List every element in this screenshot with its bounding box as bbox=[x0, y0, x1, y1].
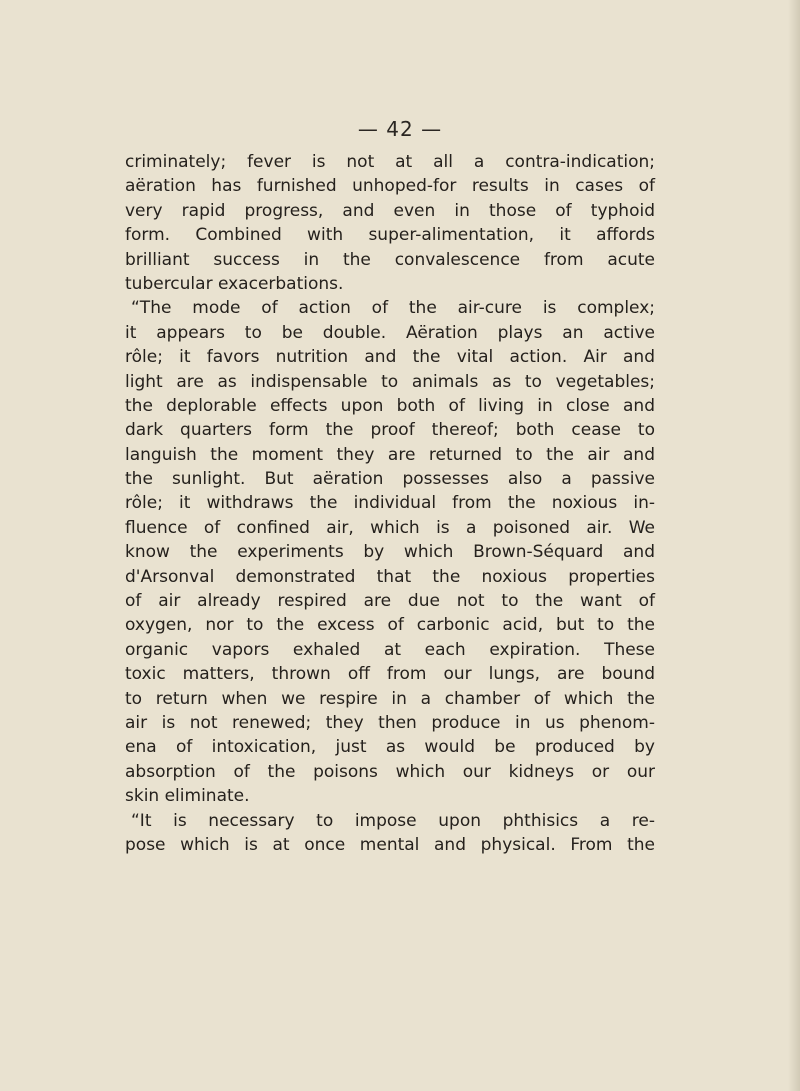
text-line: form. Combined with super-alimentation, it affords bbox=[125, 225, 655, 246]
text-line: rôle; it favors nutrition and the vital action. Air and bbox=[125, 347, 655, 368]
text-line: fluence of confined air, which is a poisoned air. We bbox=[125, 517, 655, 538]
text-line: air is not renewed; they then produce in us phenom- bbox=[125, 712, 655, 733]
text-line: “The mode of action of the air-cure is complex; bbox=[131, 298, 655, 319]
text-line: it appears to be double. Aëration plays an active bbox=[125, 322, 655, 343]
text-line: criminately; fever is not at all a contra-indication; bbox=[125, 152, 655, 172]
text-line: light are as indispensable to animals as to vegetables; bbox=[125, 371, 655, 392]
text-line: the sunlight. But aëration possesses also a passive bbox=[125, 469, 655, 490]
text-line: to return when we respire in a chamber of which the bbox=[125, 688, 655, 709]
text-line: the deplorable effects upon both of living in close and bbox=[125, 395, 655, 416]
text-line: dark quarters form the proof thereof; both cease to bbox=[125, 420, 655, 441]
text-line: absorption of the poisons which our kidneys or our bbox=[125, 761, 655, 782]
body-text bbox=[125, 150, 655, 857]
text-line: of air already respired are due not to the want of bbox=[125, 591, 655, 612]
text-line: toxic matters, thrown off from our lungs, are bound bbox=[125, 664, 655, 685]
text-line: organic vapors exhaled at each expiration. These bbox=[125, 639, 655, 660]
text-line: aëration has furnished unhoped-for results in cases of bbox=[125, 176, 655, 197]
text-line: “It is necessary to impose upon phthisics a re- bbox=[131, 810, 655, 831]
text-line: languish the moment they are returned to the air and bbox=[125, 444, 655, 465]
text-line: pose which is at once mental and physical. From the bbox=[125, 834, 655, 855]
text-line: rôle; it withdraws the individual from the noxious in- bbox=[125, 493, 655, 514]
text-line: very rapid progress, and even in those of typhoid bbox=[125, 200, 655, 221]
page-edge-shadow bbox=[788, 0, 800, 1091]
text-line: d'Arsonval demonstrated that the noxious properties bbox=[125, 566, 655, 587]
text-line: ena of intoxication, just as would be produced by bbox=[125, 737, 655, 758]
text-line: skin eliminate. bbox=[125, 786, 250, 807]
page-number: — 42 — bbox=[357, 117, 443, 141]
text-line: oxygen, nor to the excess of carbonic acid, but to the bbox=[125, 615, 655, 636]
text-line: brilliant success in the convalescence from acute bbox=[125, 249, 655, 270]
text-line: know the experiments by which Brown-Séquard and bbox=[125, 542, 655, 563]
text-line: tubercular exacerbations. bbox=[125, 273, 344, 294]
